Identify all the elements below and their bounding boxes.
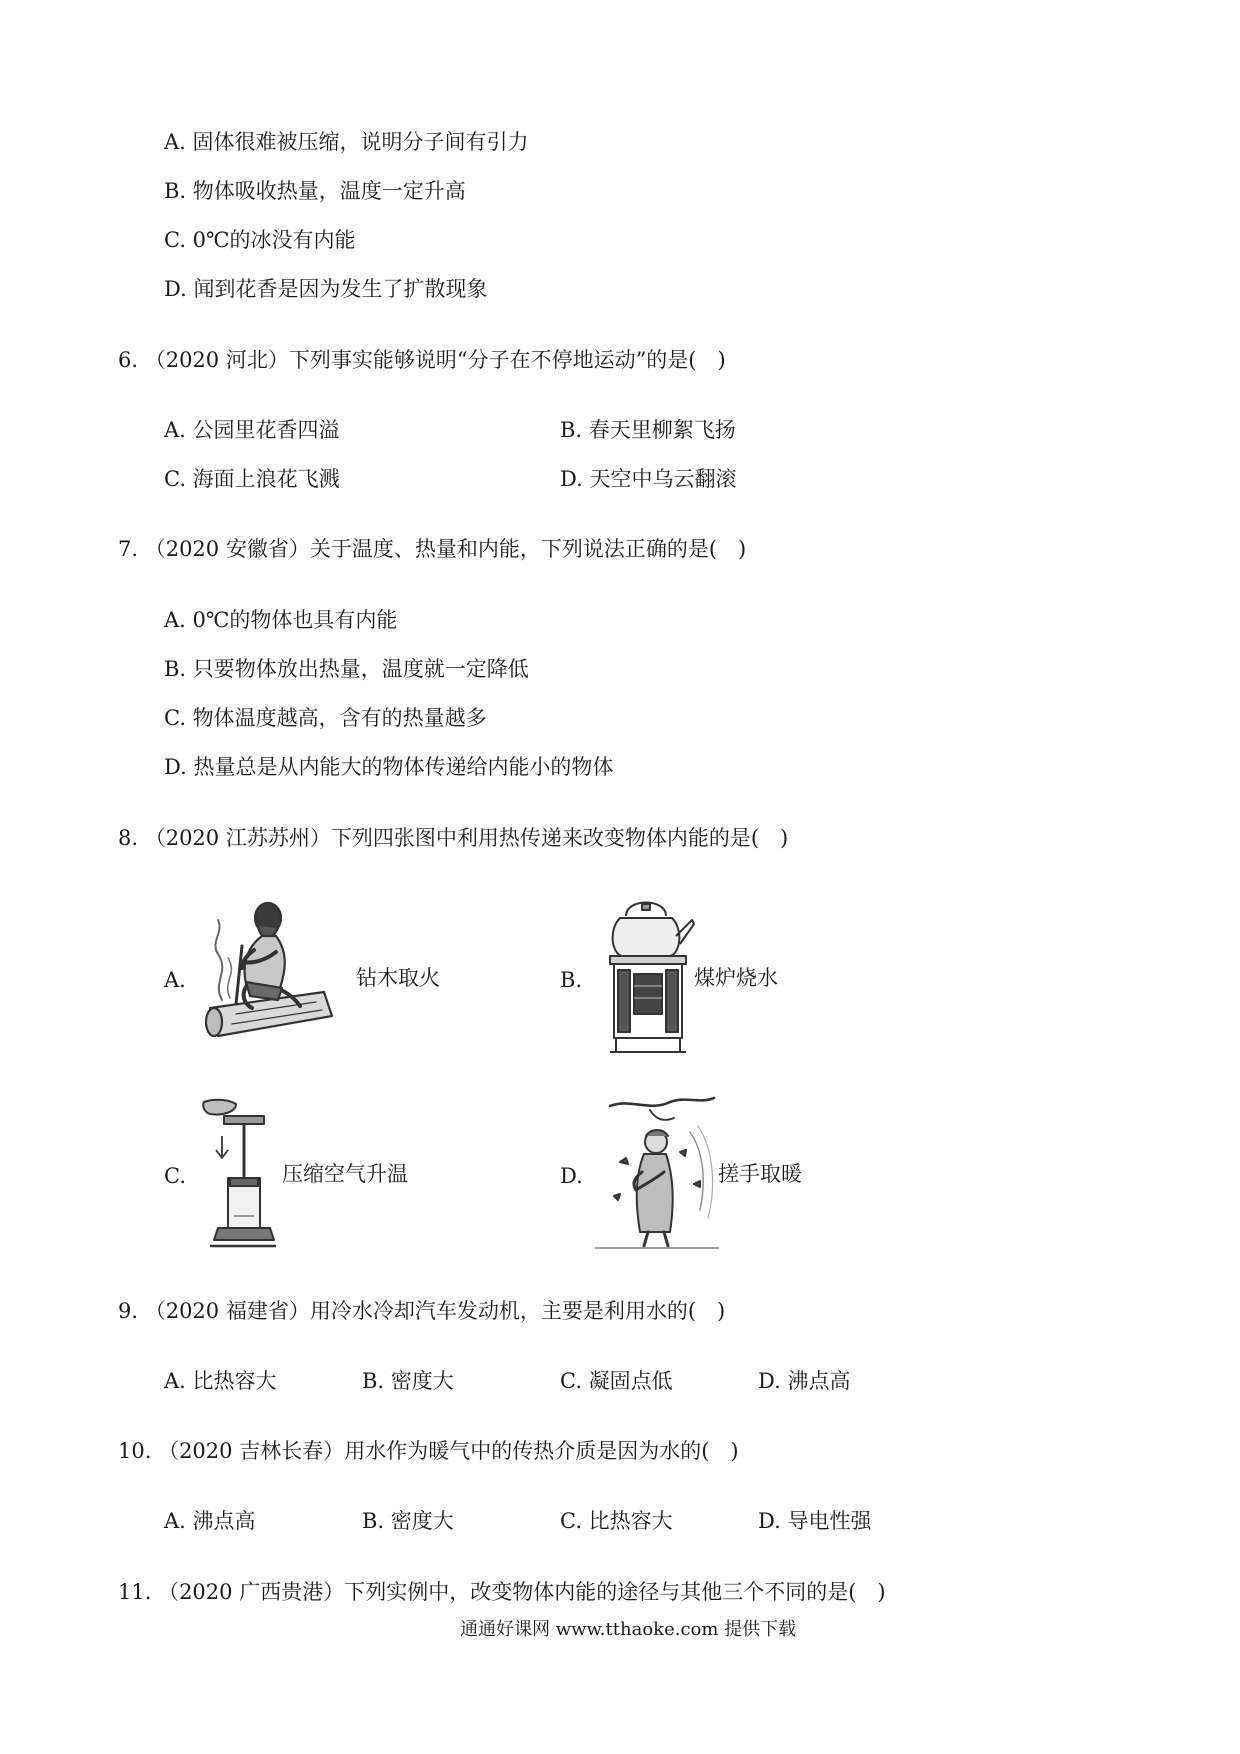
q10-option-d: D. 导电性强 — [758, 1509, 872, 1533]
q10-stem: 10. （2020 吉林长春）用水作为暖气中的传热介质是因为水的( ) — [118, 1439, 739, 1463]
q8-option-a-caption: 钻木取火 — [356, 966, 440, 990]
q6-stem: 6. （2020 河北）下列事实能够说明“分子在不停地运动”的是( ) — [118, 348, 726, 372]
rubbing-hands-winter-illustration — [590, 1092, 724, 1252]
page-footer: 通通好课网 www.tthaoke.com 提供下载 — [460, 1619, 797, 1640]
q10-option-a: A. 沸点高 — [164, 1509, 256, 1533]
q6-option-c: C. 海面上浪花飞溅 — [164, 467, 340, 491]
q8-option-d-caption: 搓手取暖 — [718, 1162, 802, 1186]
q9-option-c: C. 凝固点低 — [560, 1369, 673, 1393]
q5-option-d: D. 闻到花香是因为发生了扩散现象 — [164, 277, 488, 301]
coal-stove-kettle-illustration — [600, 890, 700, 1058]
q7-stem: 7. （2020 安徽省）关于温度、热量和内能，下列说法正确的是( ) — [118, 537, 747, 561]
q10-option-c: C. 比热容大 — [560, 1509, 673, 1533]
air-compression-cylinder-illustration — [196, 1096, 276, 1250]
q8-option-c-caption: 压缩空气升温 — [282, 1162, 408, 1186]
q9-option-d: D. 沸点高 — [758, 1369, 851, 1393]
q6-option-b: B. 春天里柳絮飞扬 — [560, 418, 736, 442]
q5-option-b: B. 物体吸收热量，温度一定升高 — [164, 179, 466, 203]
q8-option-a-letter: A. — [164, 968, 186, 992]
q8-option-d-letter: D. — [560, 1164, 583, 1188]
q11-stem: 11. （2020 广西贵港）下列实例中，改变物体内能的途径与其他三个不同的是( ) — [118, 1580, 886, 1604]
q7-option-a: A. 0℃的物体也具有内能 — [164, 608, 398, 632]
q8-option-c-letter: C. — [164, 1164, 186, 1188]
q8-stem: 8. （2020 江苏苏州）下列四张图中利用热传递来改变物体内能的是( ) — [118, 826, 789, 850]
q7-option-c: C. 物体温度越高，含有的热量越多 — [164, 706, 487, 730]
q5-option-a: A. 固体很难被压缩，说明分子间有引力 — [164, 130, 529, 154]
q8-option-b-letter: B. — [560, 968, 583, 992]
drilling-wood-illustration — [196, 896, 348, 1048]
q6-option-a: A. 公园里花香四溢 — [164, 418, 340, 442]
q6-option-d: D. 天空中乌云翻滚 — [560, 467, 737, 491]
q10-option-b: B. 密度大 — [362, 1509, 454, 1533]
q7-option-d: D. 热量总是从内能大的物体传递给内能小的物体 — [164, 755, 614, 779]
q9-option-b: B. 密度大 — [362, 1369, 454, 1393]
q7-option-b: B. 只要物体放出热量，温度就一定降低 — [164, 657, 529, 681]
q9-option-a: A. 比热容大 — [164, 1369, 277, 1393]
q9-stem: 9. （2020 福建省）用冷水冷却汽车发动机，主要是利用水的( ) — [118, 1299, 726, 1323]
q8-option-b-caption: 煤炉烧水 — [694, 966, 778, 990]
q5-option-c: C. 0℃的冰没有内能 — [164, 228, 356, 252]
